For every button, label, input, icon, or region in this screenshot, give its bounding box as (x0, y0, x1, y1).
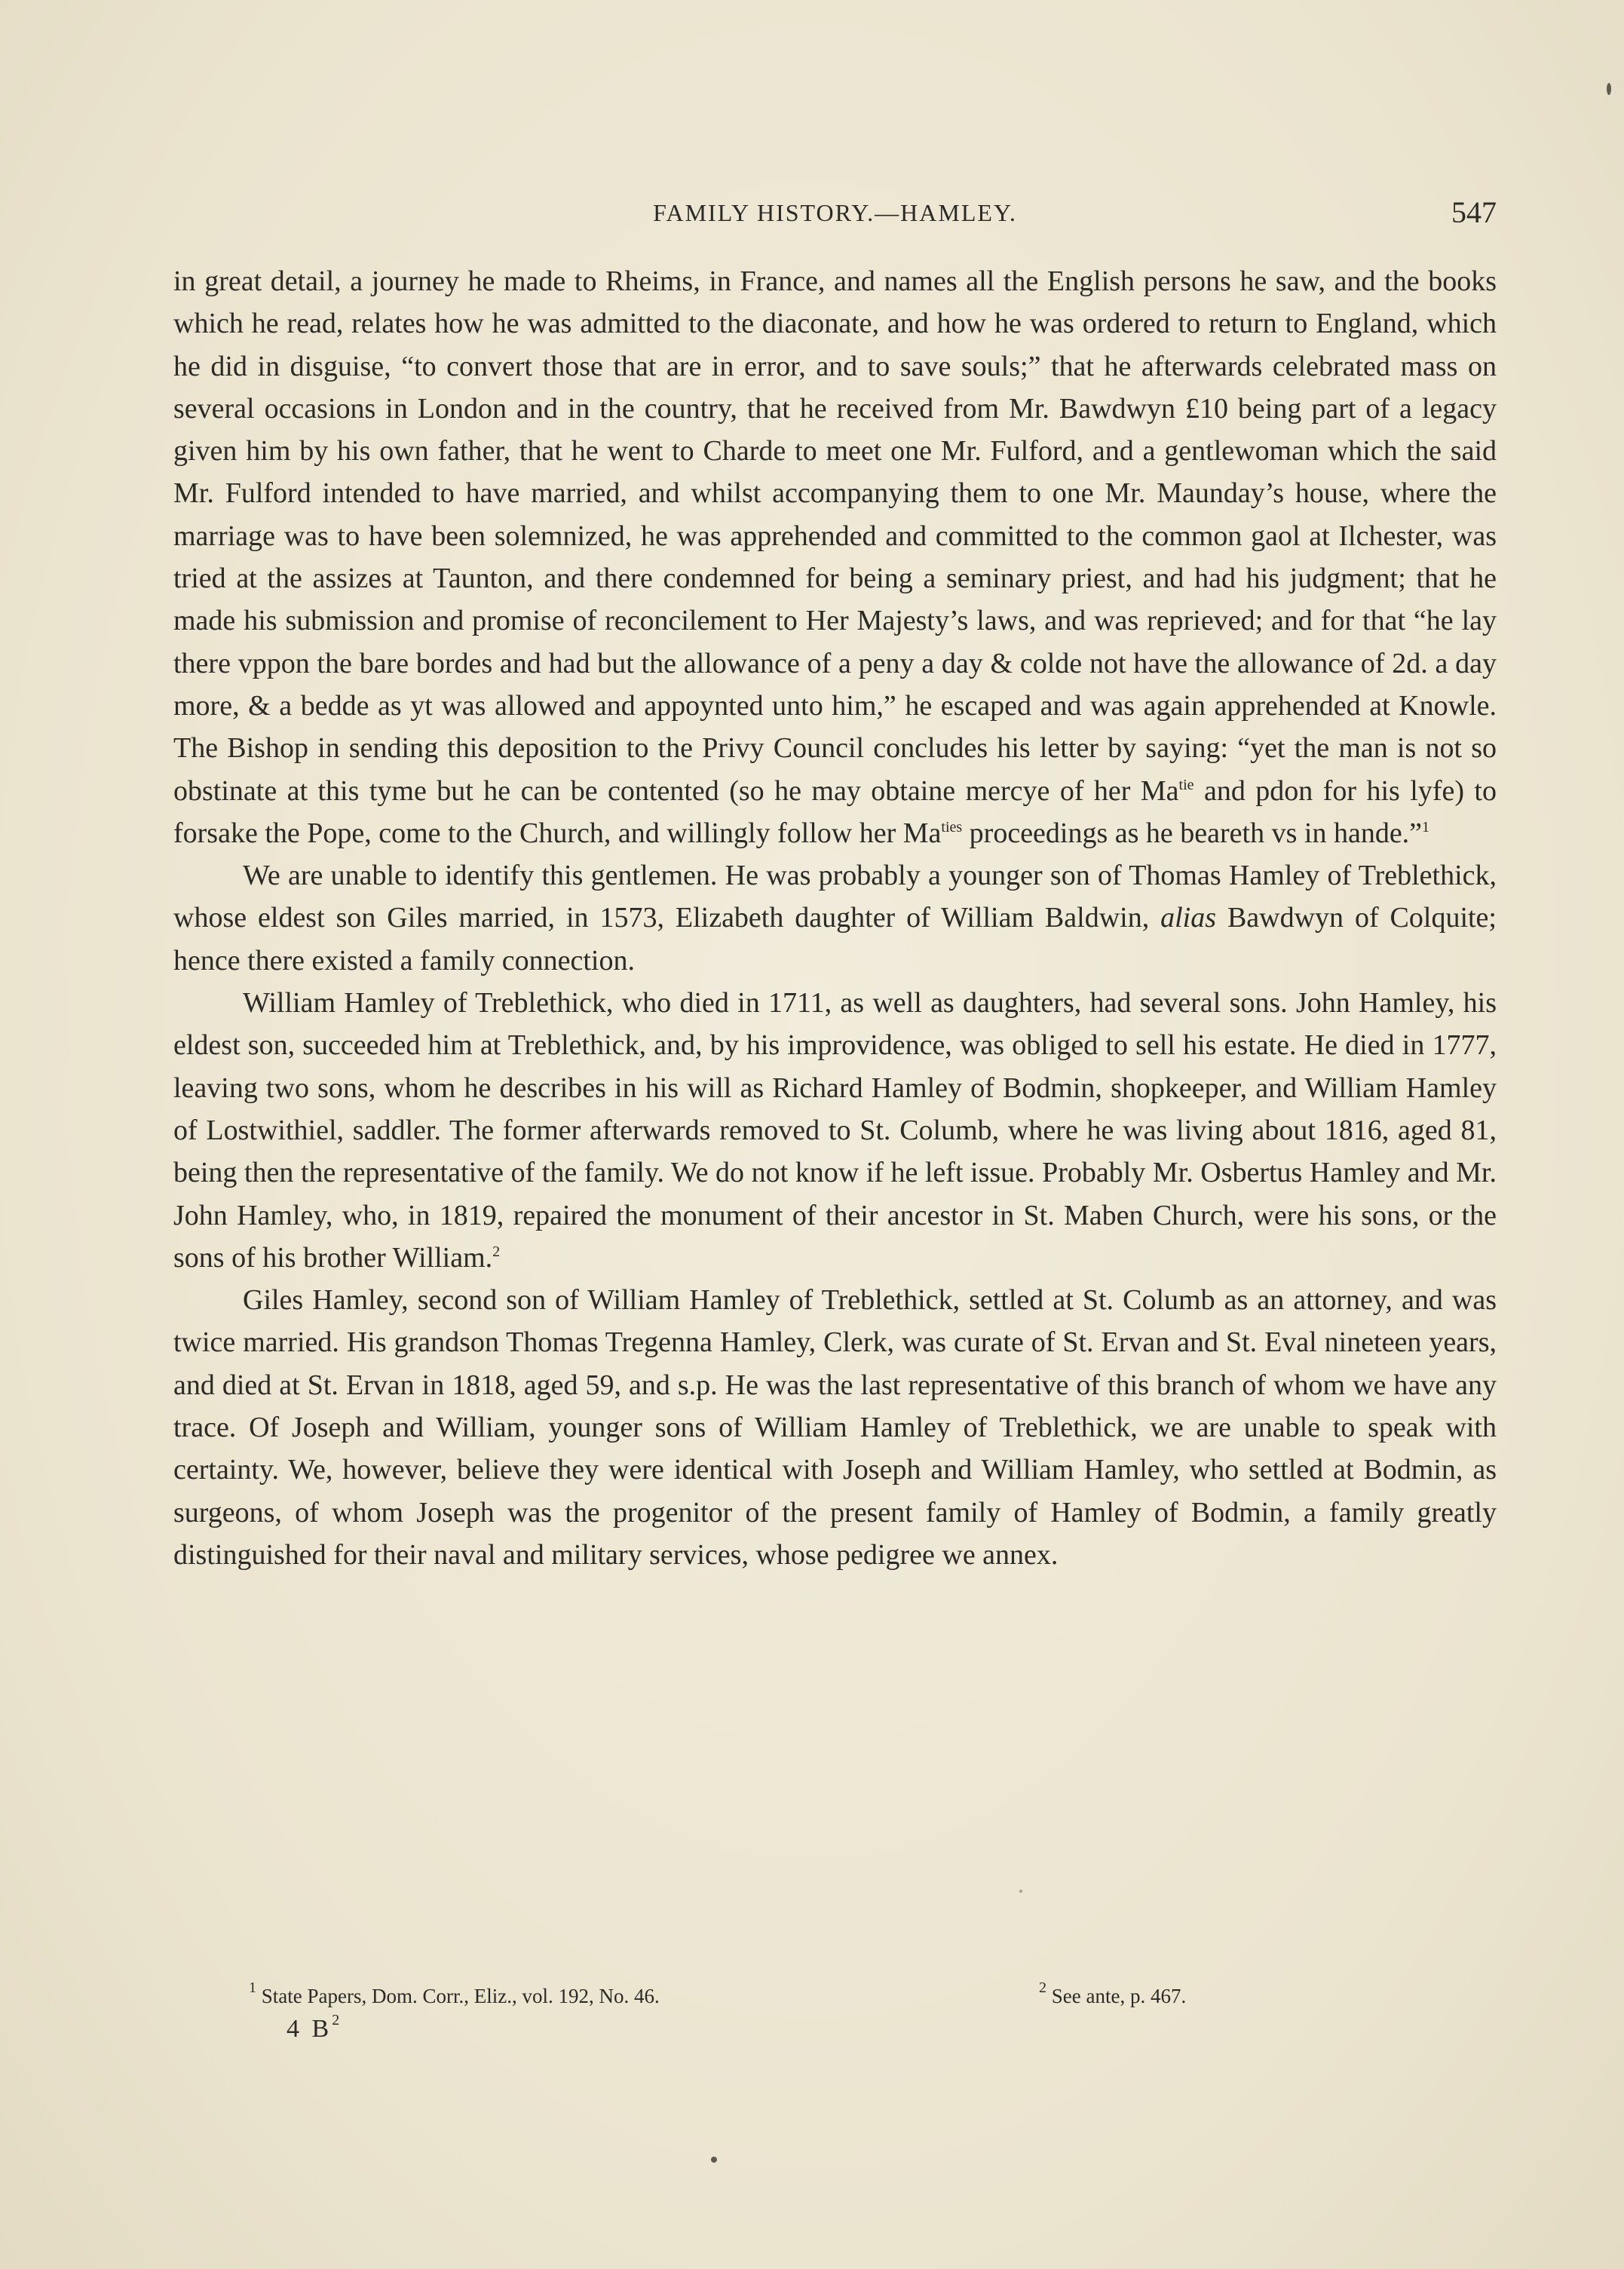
paragraph-1-line: them to one Mr. Maunday’s house, where the marriage was to have been solemnized, he (173, 477, 1497, 552)
paragraph-1-line: and in the country, that he received from Mr. Bawdwyn £10 being part of a legacy given (173, 392, 1497, 468)
abbreviation-superscript: tie (1178, 776, 1194, 793)
signature-text: 4 B (286, 2015, 332, 2043)
paragraph-1-line: was reprieved; and for that “he lay there vppon the bare bordes and had but the allowance (173, 605, 1497, 679)
paragraph-1-line: he was ordered to return to England, which he did in disguise, “to convert those that are in (173, 308, 1497, 382)
paper-speck (711, 2157, 717, 2163)
paragraph-3-text: William Hamley of Treblethick, who died in 1711, as well as daughters, had several sons. John Hamley, his eldest son, succeeded him at Treblethick, and, by his improvidence, was obliged to sell his estate. He died in 1777, leaving two sons, whom he describes in his will as Richard Hamley of Bodmin, shopkeeper, and William Hamley of Lostwithiel, saddler. The former afterwards removed to St. Columb, where he was living about 1816, aged 81, being then the representative of the family. We do not know if he left issue. Probably Mr. Osbertus Hamley and Mr. John Hamley, who, in 1819, repaired the monument of their ancestor in St. Maben Church, were his sons, or the sons of his brother William. (173, 987, 1497, 1274)
paragraph-1 (173, 260, 1497, 854)
paragraph-1-line: him by his own father, that he went to Charde to meet one Mr. Fulford, and a (246, 435, 1165, 468)
paragraph-1-line: error, and to save souls;” that he afterwards celebrated mass on several occasions in London (173, 350, 1497, 425)
page-number: 547 (1451, 195, 1497, 229)
paragraph-1-line: gentlewoman which the said Mr. Fulford intended to have married, and whilst accompanying (173, 435, 1497, 510)
paragraph-1-lines (173, 265, 1497, 807)
footnote-2 (1039, 1979, 1187, 2008)
paragraph-2-text-b: Bawdwyn of Colquite; hence there existed a family connection. (173, 902, 1497, 977)
footnote-ref-1: 1 (1422, 818, 1430, 836)
body-text (173, 260, 1497, 1576)
paragraph-1-line: that he made his submission and promise of reconcilement to Her Majesty’s laws, and (173, 563, 1497, 637)
paragraph-1-line-b: and pdon for his lyfe) to forsake the Pope, come to the Church, and (173, 774, 1497, 849)
paragraph-1-line: “yet the man is not so obstinate at this tyme but he can be contented (so he may obtaine (173, 732, 1497, 807)
paragraph-1-line: was allowed and appoynted unto him,” he escaped and was again apprehended at Knowle. (441, 689, 1497, 722)
footnote-1 (249, 1979, 660, 2008)
paragraph-1-line: was apprehended and committed to the common gaol at Ilchester, was tried at the assizes (173, 520, 1497, 595)
paragraph-4-text: Giles Hamley, second son of William Hamley of Treblethick, settled at St. Columb as an attorney, and was twice married. His grandson Thomas Tregenna Hamley, Clerk, was curate of St. Ervan and St. Eval nineteen years, and died at St. Ervan in 1818, aged 59, and s.p. He was the last representative of this branch of whom we have any trace. Of Joseph and William, younger sons of William Hamley of Treblethick, we are unable to speak with certainty. We, however, believe they were identical with Joseph and William Hamley, who settled at Bodmin, as surgeons, of whom Joseph was the progenitor of the present family of Hamley of Bodmin, a family greatly distinguished for their naval and military services, whose pedigree we annex. (173, 1284, 1497, 1571)
paragraph-1-line-a: mercye of her Ma (965, 774, 1179, 807)
footnote-marker: 1 (249, 1979, 256, 1996)
paragraph-2-text-a: We are unable to identify this gentlemen. He was probably a younger son of Thomas Hamley of Treblethick, whose eldest son Giles married, in 1573, Elizabeth daughter of William Baldwin, (173, 860, 1497, 934)
paragraph-1-line-c: willingly follow her Ma (666, 817, 942, 849)
footnote-text: State Papers, Dom. Corr., Eliz., vol. 192, No. 46. (256, 1985, 660, 2007)
running-head (173, 195, 1497, 232)
abbreviation-superscript: ties (941, 818, 963, 836)
footnotes (249, 1979, 1304, 2018)
paper-speck (1607, 83, 1611, 95)
paragraph-3 (173, 982, 1497, 1279)
footnote-ref-2: 2 (492, 1243, 501, 1260)
paragraph-1-line: The Bishop in sending this deposition to the Privy Council concludes his letter by saying: (173, 732, 1238, 765)
footnote-marker: 2 (1039, 1979, 1046, 1996)
paper-speck (1019, 1890, 1022, 1893)
footnote-text: See ante, p. 467. (1046, 1985, 1187, 2007)
italic-alias: alias (1160, 902, 1217, 934)
signature-superscript: 2 (332, 2012, 343, 2028)
running-title: FAMILY HISTORY.—HAMLEY. (653, 199, 1017, 226)
paragraph-1-line-d: proceedings as he beareth vs in hande.” (962, 817, 1423, 849)
paragraph-1-line: in great detail, a journey he made to Rheims, in France, and names all the English persons (173, 265, 1240, 297)
paragraph-4 (173, 1279, 1497, 1576)
printer-signature-mark (286, 2012, 343, 2044)
paragraph-1-line: he saw, and the books which he read, relates how he was admitted to the diaconate, and how (173, 265, 1497, 340)
paragraph-2 (173, 854, 1497, 982)
paragraph-1-line: at Taunton, and there condemned for being a seminary priest, and had his judgment; (402, 563, 1417, 595)
paragraph-1-line: of a peny a day & colde not have the allowance of 2d. a day more, & a bedde as yt (173, 647, 1497, 722)
